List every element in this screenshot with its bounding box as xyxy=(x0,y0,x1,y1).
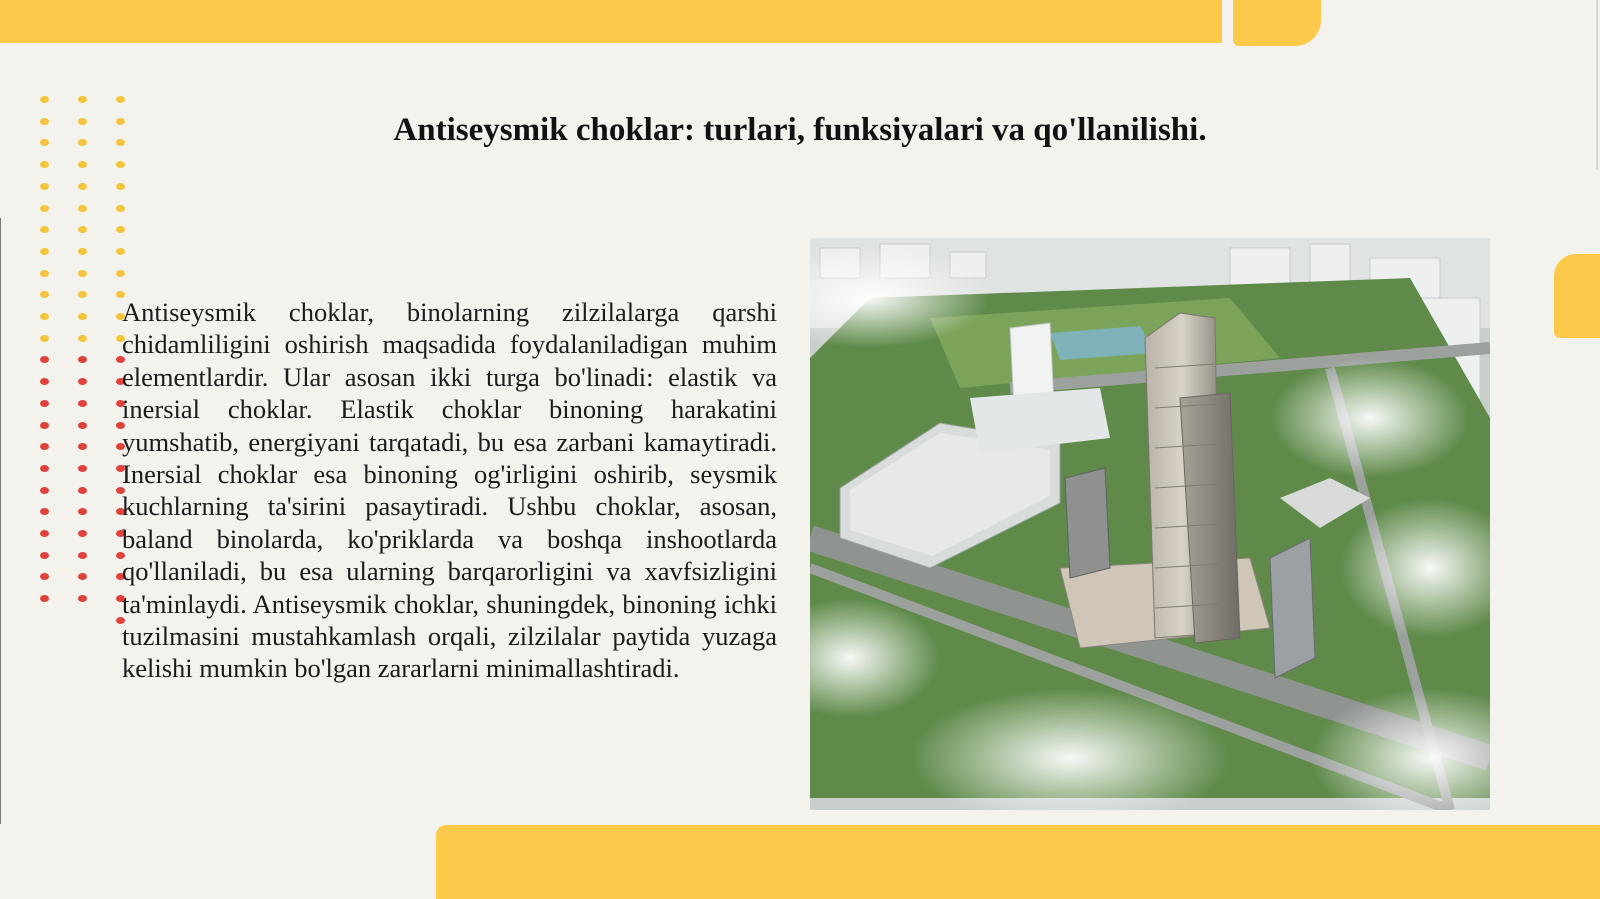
decorative-dot xyxy=(78,205,87,212)
right-accent-tab xyxy=(1554,254,1600,338)
decorative-dot xyxy=(78,313,87,320)
decorative-dot xyxy=(78,552,87,559)
decorative-dot xyxy=(116,270,125,277)
decorative-dot xyxy=(78,96,87,103)
slide-body-text: Antiseysmik choklar, binolarning zilzilalarga qarshi chidamliligini oshirish maqsadida foydalaniladigan muhim elementlardir. Ular asosan ikki turga bo'linadi: elastik va inersial choklar. Elastik choklar binoning harakatini yumshatib, energiyani tarqatadi, bu esa zarbani kamaytiradi. Inersial choklar esa binoning og'irligini oshirib, seysmik kuchlarning ta'sirini pasaytiradi. Ushbu choklar, asosan, baland binolarda, ko'priklarda va boshqa inshootlarda qo'llaniladi, bu esa ularning barqarorligini va xavfsizligini ta'minlaydi. Antiseysmik choklar, shuningdek, binoning ichki tuzilmasini mustahkamlash orqali, zilzilalar paytida yuzaga kelishi mumkin bo'lgan zararlarni minimallashtiradi. xyxy=(122,297,777,684)
right-edge-line xyxy=(1596,0,1598,170)
decorative-dot xyxy=(78,161,87,168)
decorative-dot xyxy=(40,226,49,233)
decorative-dot xyxy=(40,508,49,515)
decorative-dot xyxy=(78,270,87,277)
decorative-dot xyxy=(40,465,49,472)
decorative-dot xyxy=(40,487,49,494)
decorative-dot xyxy=(78,183,87,190)
aerial-city-illustration xyxy=(810,238,1490,810)
decorative-dot xyxy=(78,335,87,342)
decorative-dot xyxy=(116,139,125,146)
decorative-dot xyxy=(40,96,49,103)
decorative-dot xyxy=(40,378,49,385)
decorative-dot xyxy=(78,508,87,515)
decorative-dot xyxy=(78,530,87,537)
decorative-dot xyxy=(78,422,87,429)
decorative-dot xyxy=(40,291,49,298)
left-edge-line xyxy=(0,218,1,824)
decorative-dot xyxy=(40,422,49,429)
decorative-dot xyxy=(78,378,87,385)
slide-title: Antiseysmik choklar: turlari, funksiyalari va qo'llanilishi. xyxy=(393,112,1207,148)
decorative-dot xyxy=(40,118,49,125)
decorative-dot xyxy=(78,118,87,125)
decorative-dot xyxy=(116,248,125,255)
decorative-dot xyxy=(40,205,49,212)
decorative-dot xyxy=(116,183,125,190)
decorative-dot xyxy=(40,552,49,559)
decorative-dot xyxy=(78,291,87,298)
top-accent-tab xyxy=(1233,0,1321,46)
decorative-dot xyxy=(40,313,49,320)
decorative-dot xyxy=(40,530,49,537)
decorative-dot xyxy=(78,248,87,255)
decorative-dot xyxy=(40,443,49,450)
bottom-accent-bar xyxy=(436,825,1600,899)
decorative-dot xyxy=(40,595,49,602)
decorative-dot xyxy=(78,400,87,407)
decorative-dot xyxy=(78,139,87,146)
decorative-dot xyxy=(40,573,49,580)
decorative-dot xyxy=(116,161,125,168)
decorative-dot xyxy=(78,443,87,450)
decorative-dot xyxy=(116,118,125,125)
building-aerial-image xyxy=(810,238,1490,810)
decorative-dot xyxy=(40,356,49,363)
decorative-dot xyxy=(40,248,49,255)
decorative-dot xyxy=(78,595,87,602)
decorative-dot xyxy=(40,139,49,146)
decorative-dot xyxy=(40,400,49,407)
decorative-dot xyxy=(116,205,125,212)
decorative-dot xyxy=(78,487,87,494)
decorative-dot xyxy=(78,465,87,472)
decorative-dot xyxy=(40,161,49,168)
top-accent-bar xyxy=(0,0,1222,43)
decorative-dot xyxy=(40,270,49,277)
decorative-dot xyxy=(116,96,125,103)
decorative-dot xyxy=(40,335,49,342)
decorative-dot xyxy=(116,226,125,233)
decorative-dot xyxy=(40,183,49,190)
decorative-dot xyxy=(78,356,87,363)
decorative-dot xyxy=(78,226,87,233)
decorative-dot xyxy=(78,573,87,580)
